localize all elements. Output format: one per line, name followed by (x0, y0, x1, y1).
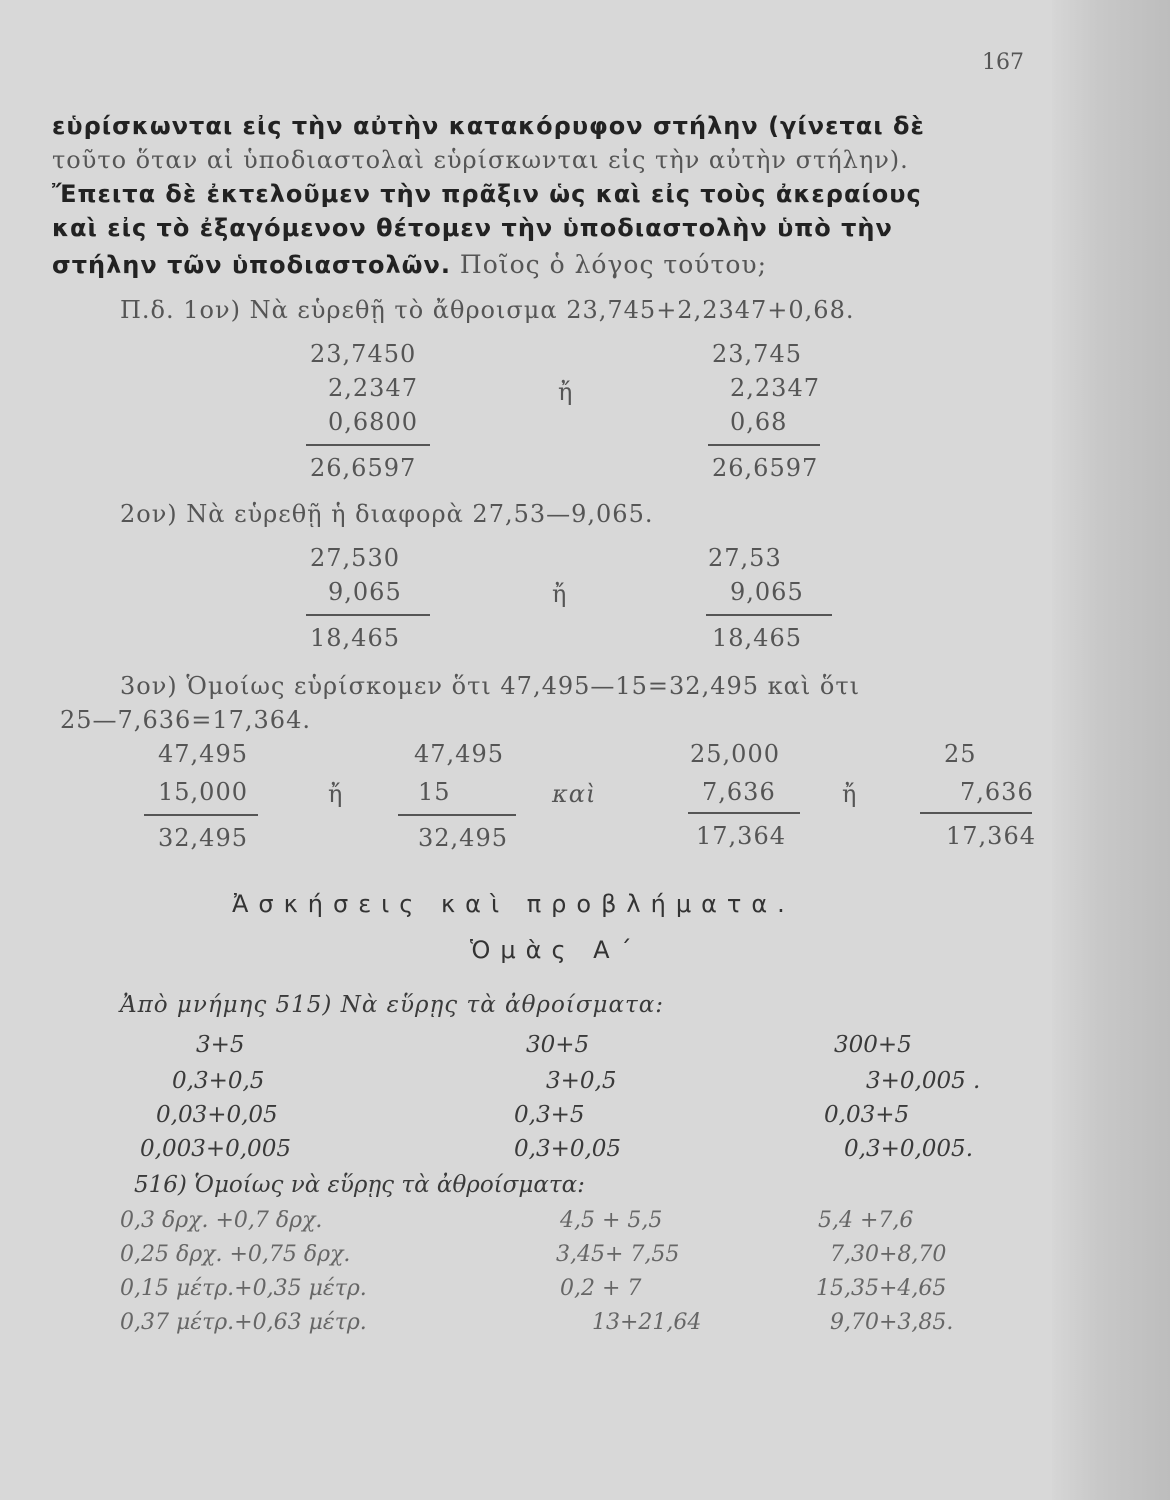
ex516-col1-row4: 0,37 μέτρ.+0,63 μέτρ. (120, 1310, 367, 1335)
ex515-col2-row4: 0,3+0,05 (514, 1136, 622, 1162)
page-number: 167 (982, 50, 1024, 75)
example-2-statement: 2ον) Νὰ εὑρεθῇ ἡ διαφορὰ 27,53—9,065. (120, 500, 654, 528)
ex3-c1-rule (144, 814, 258, 816)
ex516-col3-row1: 5,4 +7,6 (818, 1208, 914, 1233)
ex3-c2-rule (398, 814, 516, 816)
ex1-right-addend-3: 0,68 (730, 408, 788, 436)
ex515-col3-row3: 0,03+5 (824, 1102, 910, 1128)
ex3-c1-result: 32,495 (158, 824, 248, 852)
ex1-left-addend-1: 23,7450 (310, 340, 417, 368)
ex1-left-addend-3: 0,6800 (328, 408, 418, 436)
ex515-col3-row4: 0,3+0,005. (844, 1136, 974, 1162)
ex2-left-rule (306, 614, 430, 616)
ex3-c2-minuend: 47,495 (414, 740, 504, 768)
ex516-col2-row1: 4,5 + 5,5 (560, 1208, 663, 1233)
intro-line-3: Ἔπειτα δὲ ἐκτελοῦμεν τὴν πρᾶξιν ὡς καὶ εἰς τοὺς ἀκεραίους (52, 180, 922, 208)
ex3-c4-minuend: 25 (944, 740, 977, 768)
ex3-c3-rule (688, 812, 800, 814)
ex2-left-result: 18,465 (310, 624, 400, 652)
example-3-statement-2: 25—7,636=17,364. (60, 706, 311, 734)
ex516-col3-row3: 15,35+4,65 (816, 1276, 947, 1301)
ex2-left-minuend: 27,530 (310, 544, 400, 572)
ex3-c3-subtrahend: 7,636 (702, 778, 776, 806)
ex2-right-result: 18,465 (712, 624, 802, 652)
ex516-col1-row2: 0,25 δρχ. +0,75 δρχ. (120, 1242, 351, 1267)
example-1-statement: Π.δ. 1ον) Νὰ εὑρεθῇ τὸ ἄθροισμα 23,745+2,2347+0,68. (120, 296, 855, 324)
ex3-and: καὶ (552, 780, 597, 808)
page-edge-shadow (1052, 0, 1170, 1500)
ex3-c1-subtrahend: 15,000 (158, 778, 248, 806)
ex3-c2-subtrahend: 15 (418, 778, 451, 806)
ex2-right-minuend: 27,53 (708, 544, 782, 572)
intro-line-5-bold: στήλην τῶν ὑποδιαστολῶν. (52, 251, 451, 279)
ex1-right-sum-rule (708, 444, 820, 446)
ex516-col1-row1: 0,3 δρχ. +0,7 δρχ. (120, 1208, 323, 1233)
ex1-left-sum-rule (306, 444, 430, 446)
ex3-c4-result: 17,364 (946, 822, 1036, 850)
ex3-or-1: ἤ (328, 780, 344, 808)
ex1-right-addend-1: 23,745 (712, 340, 802, 368)
ex516-col3-row2: 7,30+8,70 (830, 1242, 947, 1267)
ex515-col2-row1: 30+5 (526, 1032, 590, 1058)
ex1-left-result: 26,6597 (310, 454, 417, 482)
ex515-col2-row3: 0,3+5 (514, 1102, 585, 1128)
ex1-right-result: 26,6597 (712, 454, 819, 482)
ex515-col3-row2: 3+0,005 . (866, 1068, 981, 1094)
ex3-c3-result: 17,364 (696, 822, 786, 850)
group-title: Ὁμὰς Α΄ (470, 936, 642, 964)
example-3-statement-1: 3ον) Ὁμοίως εὑρίσκομεν ὅτι 47,495—15=32,495 καὶ ὅτι (120, 672, 861, 700)
ex516-col2-row4: 13+21,64 (592, 1310, 702, 1335)
ex1-left-addend-2: 2,2347 (328, 374, 418, 402)
ex1-right-addend-2: 2,2347 (730, 374, 820, 402)
intro-line-5-rest: Ποῖος ὁ λόγος τούτου; (459, 250, 767, 279)
ex516-col2-row2: 3,45+ 7,55 (556, 1242, 680, 1267)
ex3-c2-result: 32,495 (418, 824, 508, 852)
intro-line-1: εὑρίσκωνται εἰς τὴν αὐτὴν κατακόρυφον στήλην (γίνεται δὲ (52, 112, 925, 140)
ex3-or-2: ἤ (842, 780, 858, 808)
intro-line-2: τοῦτο ὅταν αἱ ὑποδιαστολαὶ εὑρίσκωνται εἰς τὴν αὐτὴν στήλην). (52, 146, 909, 174)
ex516-col1-row3: 0,15 μέτρ.+0,35 μέτρ. (120, 1276, 367, 1301)
ex2-right-rule (706, 614, 832, 616)
ex3-c4-subtrahend: 7,636 (960, 778, 1034, 806)
ex3-c3-minuend: 25,000 (690, 740, 780, 768)
ex515-col2-row2: 3+0,5 (546, 1068, 617, 1094)
ex2-or: ἤ (552, 580, 568, 608)
intro-line-5 (52, 250, 767, 279)
ex515-col3-row1: 300+5 (834, 1032, 912, 1058)
exercise-516-intro: 516) Ὁμοίως νὰ εὕρῃς τὰ ἀθροίσματα: (134, 1172, 585, 1198)
ex515-col1-row2: 0,3+0,5 (172, 1068, 265, 1094)
ex3-c1-minuend: 47,495 (158, 740, 248, 768)
ex515-col1-row4: 0,003+0,005 (140, 1136, 291, 1162)
ex2-left-subtrahend: 9,065 (328, 578, 402, 606)
ex3-c4-rule (920, 812, 1032, 814)
ex516-col2-row3: 0,2 + 7 (560, 1276, 642, 1301)
ex515-col1-row1: 3+5 (196, 1032, 245, 1058)
ex516-col3-row4: 9,70+3,85. (830, 1310, 954, 1335)
exercise-515-intro: Ἀπὸ μνήμης 515) Νὰ εὕρῃς τὰ ἀθροίσματα: (120, 992, 665, 1018)
section-title: Ἀσκήσεις καὶ προβλήματα. (232, 890, 795, 918)
ex515-col1-row3: 0,03+0,05 (156, 1102, 278, 1128)
ex2-right-subtrahend: 9,065 (730, 578, 804, 606)
intro-line-4: καὶ εἰς τὸ ἐξαγόμενον θέτομεν τὴν ὑποδιαστολὴν ὑπὸ τὴν (52, 214, 893, 242)
ex1-or: ἤ (558, 378, 574, 406)
